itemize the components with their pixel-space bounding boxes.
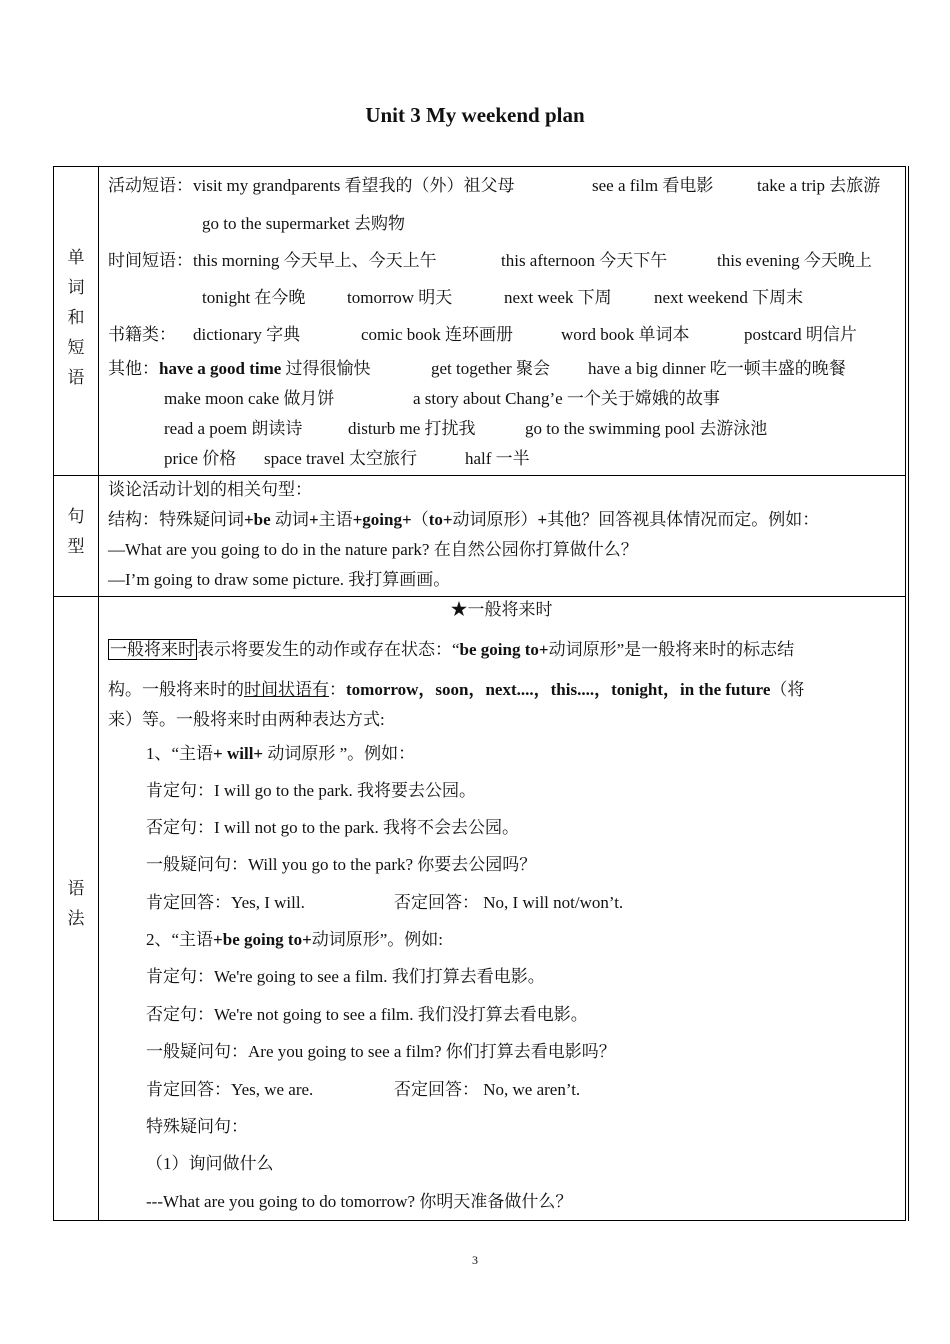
page-title: Unit 3 My weekend plan — [365, 103, 585, 127]
page-number: 3 — [472, 1253, 478, 1267]
row-label-sentence: 句 型 — [67, 507, 85, 556]
row-label-vocab: 单 词 和 短 语 — [67, 248, 85, 387]
boxed-term: 一般将来时 — [110, 640, 195, 659]
grammar-heading: ★一般将来时 — [450, 600, 553, 619]
content-table: 单 词 和 短 语 活动短语：visit my grandparents 看望我的（外）祖父母 see a film 看电影 take a trip 去旅游 go to the supermarket 去购物 时间短语：this morning 今天早上、今天上午 this afternoon 今天下午 this evening 今天晚上 tonight 在今晚 tomorrow 明天 next week 下周 next weekend 下周末 书籍类： dictionary 字典 comic book 连环画册 word book 单词本 postcard 明信片 其他：have a good time 过得很愉快 get together 聚会 have a big dinner 吃一顿丰盛的晚餐 make moon cake 做月饼 a story about Chang’e 一个关于嫦娥的故事 read a poem 朗读诗 disturb me 打扰我 go to the swimming pool 去游泳池 price 价格 space travel 太空旅行 half 一半 句 型 谈论活动计划的相关句型： 结构：特殊疑问词+be 动词+主语+going+（to+动词原形）+其他？回答视具体情况而定。例如： —What are you going to do in the nature park? 在自然公园你打算做什么？ —I’m going to draw some picture. 我打算画画。 语 法 ★一般将来时 一般将来时 表示将要发生的动作或存在状态：“be going to+动词原形”是一般将来时的标志结 构。一般将来时的时间状语有：tomorrow，soon，next....，this....，tonight，in the future（将 来）等。一般将来时由两种表达方式: 1、“主语+ will+ 动词原形 ”。例如： 肯定句：I will go to the park. 我将要去公园。 否定句：I will not go to the park. 我将不会去公园。 一般疑问句：Will you go to the park? 你要去公园吗？ 肯定回答：Yes, I will. 否定回答： No, I will not/won’t. 2、“主语+be going to+动词原形”。例如: 肯定句：We're going to see a film. 我们打算去看电影。 否定句：We're not going to see a film. 我们没打算去看电影。 一般疑问句：Are you going to see a film? 你们打算去看电影吗？ 肯定回答：Yes, we are. 否定回答： No, we aren’t. 特殊疑问句： （1）询问做什么 ---What are you going to do tomorrow? 你明天准备做什么？ — [53, 166, 906, 1221]
row-label-grammar: 语 法 — [67, 879, 85, 928]
